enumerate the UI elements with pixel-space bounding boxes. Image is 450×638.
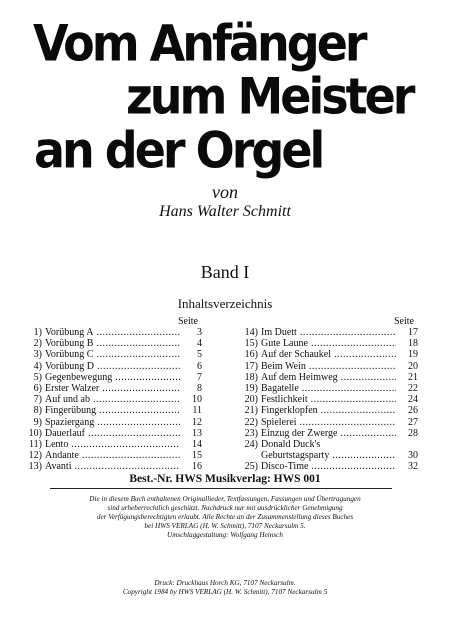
toc-entry-number: 8) <box>33 405 42 417</box>
toc-entry-number: 13) <box>28 461 42 473</box>
toc-entry-page: 20 <box>408 360 418 372</box>
toc-entry-number: 22) <box>244 416 258 428</box>
volume-label: Band I <box>200 262 250 282</box>
toc-entry-title: Fingerklopfen ..... <box>258 405 396 416</box>
toc-heading: Inhaltsverzeichnis <box>177 296 273 311</box>
toc-right-column <box>232 316 418 472</box>
toc-entry-title: Lento ..... <box>42 439 180 450</box>
toc-entry-number: 4) <box>33 360 42 372</box>
divider <box>50 488 392 489</box>
toc-entry <box>16 417 202 428</box>
rights-line: Die in diesem Buch enthaltenen Originallieder, Textfassungen, Fassungen und Übertragungen <box>89 495 361 503</box>
toc-entry <box>232 417 418 428</box>
toc-entry <box>16 461 202 472</box>
toc-entry-title: Vorübung C ..... <box>42 349 180 360</box>
toc-entry-number: 20) <box>244 394 258 406</box>
printer-info <box>60 579 390 597</box>
toc-entry-number: 25) <box>244 461 258 473</box>
toc-entry-page: 27 <box>408 416 418 428</box>
toc-entry <box>232 383 418 394</box>
toc-entry-title: Auf und ab ..... <box>42 394 180 405</box>
toc-entry-number: 24) <box>244 438 258 450</box>
toc-entry-number: 23) <box>244 427 258 439</box>
toc-entry <box>232 405 418 416</box>
toc-entry-title: Disco-Time ..... <box>258 461 396 472</box>
von-label: von <box>212 182 238 202</box>
toc-entry <box>232 461 418 472</box>
toc-entry-title: Spaziergang ..... <box>42 417 180 428</box>
toc-entry-title: Gegenbewegung ..... <box>42 372 180 383</box>
toc-entry <box>16 428 202 439</box>
toc-entry-title: Auf dem Heimweg ..... <box>258 372 396 383</box>
toc-entry-page: 21 <box>408 371 418 383</box>
title-line-3: an der Orgel <box>34 121 323 180</box>
toc-entry <box>232 327 418 338</box>
toc-entry-page: 12 <box>192 416 202 428</box>
toc-entry-number: 7) <box>33 394 42 406</box>
toc-entry <box>16 439 202 450</box>
toc-entry-page: 15 <box>192 450 202 462</box>
toc-entry-page: 14 <box>192 438 202 450</box>
toc-entry <box>232 372 418 383</box>
toc-entry-title: Gute Laune ..... <box>258 338 396 349</box>
toc-entry <box>16 372 202 383</box>
rights-line: sind urheberrechtlich geschützt. Nachdruck nur mit ausdrücklicher Genehmigung <box>107 504 343 512</box>
author-name: Hans Walter Schmitt <box>159 203 291 220</box>
toc-entry-title: Spielerei ..... <box>258 417 396 428</box>
toc-entry-title: Andante ..... <box>42 450 180 461</box>
toc-entry-number: 16) <box>244 349 258 361</box>
druck-line: Druck: Druckhaus Horch KG, 7107 Neckarsulm. <box>154 579 296 587</box>
toc-entry <box>16 327 202 338</box>
title-line-1: Vom Anfänger <box>33 14 365 73</box>
toc-entry-page: 8 <box>197 382 202 394</box>
toc-entry-page: 3 <box>197 327 202 338</box>
toc-entry-title: Dauerlauf ..... <box>42 428 180 439</box>
toc-entry-number: 3) <box>33 349 42 361</box>
rights-line: bei HWS VERLAG (H. W. Schmitt), 7107 Neckarsulm 5. <box>144 522 306 530</box>
toc-entry <box>232 349 418 360</box>
toc-entry-title: Erster Walzer ..... <box>42 383 180 394</box>
toc-entry-page: 11 <box>192 405 202 417</box>
toc-entry <box>232 450 418 461</box>
toc-entry-title: Festlichkeit ..... <box>258 394 396 405</box>
toc-entry-title: Einzug der Zwerge ..... <box>258 428 396 439</box>
toc-entry-number: 10) <box>28 427 42 439</box>
toc-entry <box>16 338 202 349</box>
toc-entry-number: 18) <box>244 371 258 383</box>
toc-entry-page: 7 <box>197 371 202 383</box>
toc-left-column <box>16 316 202 472</box>
toc-entry-title: Im Duett ..... <box>258 327 396 338</box>
toc-entry-page: 30 <box>408 450 418 462</box>
toc-entry-number: 9) <box>33 416 42 428</box>
toc-entry-number: 2) <box>33 338 42 350</box>
toc-entry-page: 19 <box>408 349 418 361</box>
toc-entry <box>16 450 202 461</box>
copyright-notice <box>60 495 390 540</box>
toc-entry-title: Bagatelle ..... <box>258 383 396 394</box>
toc-entry-page: 13 <box>192 427 202 439</box>
toc-entry <box>16 405 202 416</box>
toc-entry-page: 32 <box>408 461 418 473</box>
toc-entry <box>232 361 418 372</box>
toc-entry-number: 6) <box>33 382 42 394</box>
toc-entry-page: 28 <box>408 427 418 439</box>
toc-entry-page: 26 <box>408 405 418 417</box>
toc-entry-title: Beim Wein ..... <box>258 361 396 372</box>
toc-entry-page: 16 <box>192 461 202 473</box>
toc-entry-title: Vorübung B ..... <box>42 338 180 349</box>
toc-entry-page: 10 <box>192 394 202 406</box>
rights-line: Umschlaggestaltung: Wolfgang Heinsch <box>167 531 283 539</box>
toc-entry <box>16 349 202 360</box>
toc-entry-title: Avanti ..... <box>42 461 180 472</box>
toc-entry-page: 5 <box>197 349 202 361</box>
toc-entry-number: 19) <box>244 382 258 394</box>
title-line-2: zum Meister <box>126 67 413 126</box>
toc-entry-number: 11) <box>29 438 42 450</box>
toc-entry <box>16 361 202 372</box>
toc-entry <box>232 428 418 439</box>
toc-entry-title: Auf der Schaukel ..... <box>258 349 396 360</box>
toc-entry-page: 18 <box>408 338 418 350</box>
rights-line: der Verfügungsberechtigten erlaubt. Alle Rechte an der Zusammenstellung dieses Buches <box>96 513 354 521</box>
toc-entry-number: 12) <box>28 450 42 462</box>
toc-entry <box>16 383 202 394</box>
toc-entry-title: Vorübung A ..... <box>42 327 180 338</box>
seite-header-left: Seite <box>178 316 198 327</box>
toc-entry <box>16 394 202 405</box>
toc-entry <box>232 394 418 405</box>
order-number: Best.-Nr. HWS Musikverlag: HWS 001 <box>129 473 321 485</box>
toc-entry-page: 22 <box>408 382 418 394</box>
toc-entry-number: 14) <box>244 327 258 338</box>
toc-entry-number: 15) <box>244 338 258 350</box>
toc-entry-title: Vorübung D ..... <box>42 361 180 372</box>
toc-entry-number: 17) <box>244 360 258 372</box>
toc-entry-title: Fingerübung ..... <box>42 405 180 416</box>
toc-entry-title: Donald Duck's <box>261 438 321 450</box>
toc-entry-page: 17 <box>408 327 418 338</box>
toc-entry-number: 1) <box>33 327 42 338</box>
toc-entry-page: 4 <box>197 338 202 350</box>
druck-line: Copyright 1984 by HWS VERLAG (H. W. Schmitt), 7107 Neckarsulm 5 <box>122 588 328 597</box>
seite-header-right: Seite <box>394 316 414 327</box>
toc-entry-title: Geburtstagsparty ..... <box>258 450 396 461</box>
toc-entry <box>232 439 418 450</box>
toc-entry <box>232 338 418 349</box>
toc-entry-page: 6 <box>197 360 202 372</box>
toc-entry-number: 21) <box>244 405 258 417</box>
toc-entry-page: 24 <box>408 394 418 406</box>
toc-entry-number: 5) <box>33 371 42 383</box>
